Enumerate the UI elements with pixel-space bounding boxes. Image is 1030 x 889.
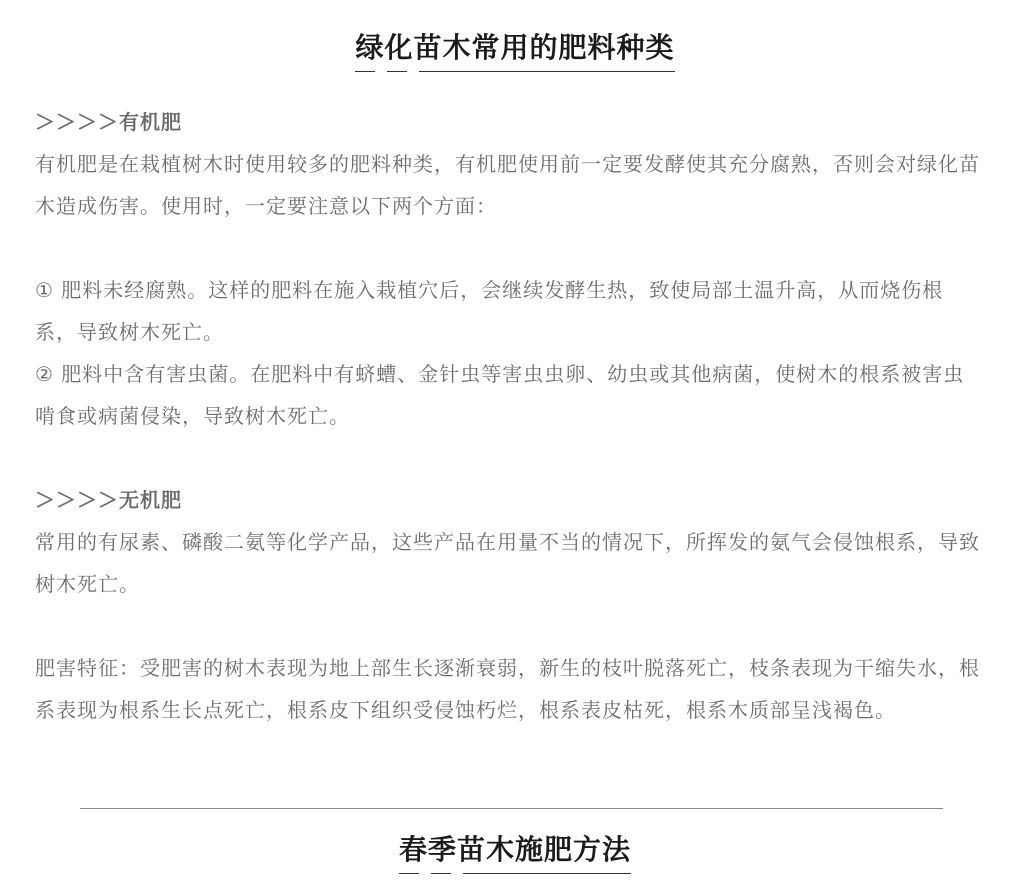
heading-underline-segment [399,873,419,874]
heading-underline-segment [355,71,375,72]
article-heading-wrap [0,26,1030,72]
damage-characteristics-paragraph: 肥害特征：受肥害的树木表现为地上部生长逐渐衰弱，新生的枝叶脱落死亡，枝条表现为干缩失水，根系表现为根系生长点死亡，根系皮下组织受侵蚀朽烂，根系表皮枯死，根系木质部呈浅褐色。 [35,656,980,722]
list-item: ② 肥料中含有害虫菌。在肥料中有蛴螬、金针虫等害虫虫卵、幼虫或其他病菌，使树木的根系被害虫啃食或病菌侵染，导致树木死亡。 [35,362,965,428]
next-heading-wrap [0,828,1030,874]
list-item: ① 肥料未经腐熟。这样的肥料在施入栽植穴后，会继续发酵生热，致使局部土温升高，从而烧伤根系，导致树木死亡。 [35,278,944,344]
section-body-organic: 有机肥是在栽植树木时使用较多的肥料种类，有机肥使用前一定要发酵使其充分腐熟，否则会对绿化苗木造成伤害。使用时，一定要注意以下两个方面： [35,152,980,218]
heading-underline [419,71,674,72]
heading-underline-segment [387,71,407,72]
next-heading-text: 春季苗木施肥方法 [398,833,631,866]
section-label-organic: ＞＞＞＞有机肥 [35,110,182,134]
heading-underline [463,873,631,874]
section-body-inorganic: 常用的有尿素、磷酸二氨等化学产品，这些产品在用量不当的情况下，所挥发的氨气会侵蚀根系，导致树木死亡。 [35,530,980,596]
article-heading [355,26,674,72]
heading-underline-segment [431,873,451,874]
section-label-inorganic: ＞＞＞＞无机肥 [35,488,182,512]
next-heading [399,828,631,874]
section-divider [80,808,943,809]
article-heading-text: 绿化苗木常用的肥料种类 [355,31,675,64]
